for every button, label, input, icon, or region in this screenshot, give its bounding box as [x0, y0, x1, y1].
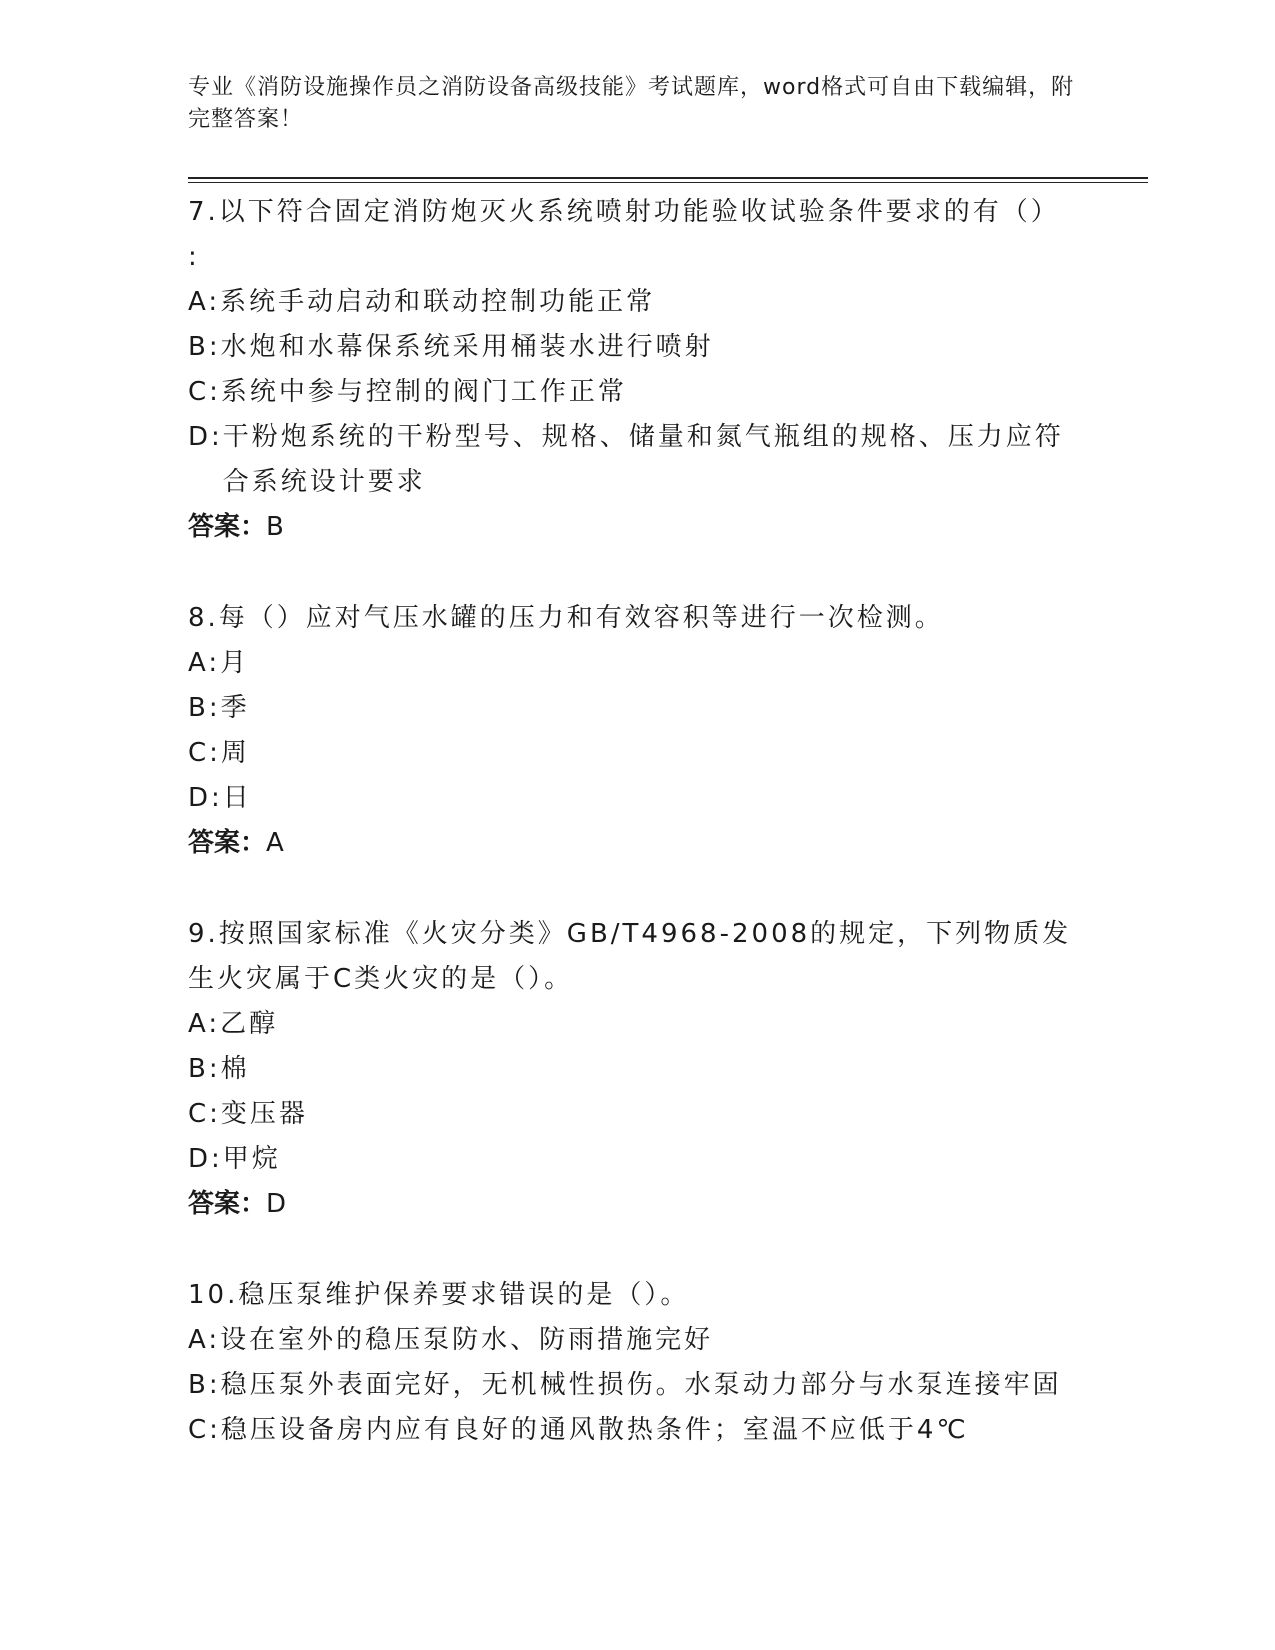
option-key: B: — [188, 693, 221, 723]
option-a — [188, 1002, 1088, 1047]
answer-label: 答案： — [188, 512, 267, 542]
option-text: 设在室外的稳压泵防水、防雨措施完好 — [220, 1325, 714, 1355]
option-key: C: — [188, 377, 221, 407]
option-key: A: — [188, 287, 221, 317]
option-b — [188, 686, 1088, 731]
option-key: C: — [188, 1415, 221, 1445]
option-key: C: — [188, 738, 221, 768]
answer-line — [188, 1182, 1088, 1227]
answer-value: B — [266, 512, 284, 542]
option-text: 周 — [220, 738, 250, 768]
option-text: 稳压泵外表面完好，无机械性损伤。水泵动力部分与水泵连接牢固 — [220, 1370, 1062, 1400]
option-key: B: — [188, 1370, 221, 1400]
option-text: 季 — [220, 693, 250, 723]
option-text: 水炮和水幕保系统采用桶装水进行喷射 — [220, 332, 714, 362]
question-7 — [188, 190, 1088, 550]
option-text: 甲烷 — [222, 1144, 281, 1174]
option-b — [188, 1047, 1088, 1092]
answer-value: D — [266, 1189, 287, 1219]
option-key: D: — [188, 783, 223, 813]
option-d — [188, 776, 1088, 821]
option-text: 变压器 — [220, 1099, 308, 1129]
question-stem: 10.稳压泵维护保养要求错误的是（）。 — [188, 1280, 690, 1310]
question-8 — [188, 596, 1088, 866]
option-key: A: — [188, 1009, 221, 1039]
option-a — [188, 641, 1088, 686]
option-b — [188, 1363, 1088, 1408]
answer-line — [188, 505, 1088, 550]
header-divider-thin — [188, 182, 1148, 183]
option-b — [188, 325, 1088, 370]
option-text: 干粉炮系统的干粉型号、规格、储量和氮气瓶组的规格、压力应符合系统设计要求 — [222, 422, 1064, 497]
option-a — [188, 1318, 1088, 1363]
answer-label: 答案： — [188, 1189, 267, 1219]
answer-label: 答案： — [188, 828, 267, 858]
option-a — [188, 280, 1088, 325]
option-text: 系统中参与控制的阀门工作正常 — [220, 377, 627, 407]
answer-value: A — [266, 828, 284, 858]
question-10 — [188, 1273, 1088, 1453]
option-d — [188, 1137, 1088, 1182]
option-d — [188, 415, 1088, 505]
document-header: 专业《消防设施操作员之消防设备高级技能》考试题库，word格式可自由下载编辑，附完整答案！ — [188, 75, 1075, 132]
question-stem: 7.以下符合固定消防炮灭火系统喷射功能验收试验条件要求的有（） — [188, 197, 1060, 227]
option-key: D: — [188, 1144, 223, 1174]
option-c — [188, 1408, 1088, 1453]
option-c — [188, 731, 1088, 776]
answer-line — [188, 821, 1088, 866]
option-key: A: — [188, 648, 221, 678]
option-text: 稳压设备房内应有良好的通风散热条件；室温不应低于4℃ — [220, 1415, 969, 1445]
option-text: 日 — [222, 783, 252, 813]
option-key: B: — [188, 332, 221, 362]
option-text: 月 — [220, 648, 250, 678]
header-divider-thick — [188, 177, 1148, 179]
option-c — [188, 370, 1088, 415]
option-text: 系统手动启动和联动控制功能正常 — [220, 287, 656, 317]
option-key: B: — [188, 1054, 221, 1084]
option-key: C: — [188, 1099, 221, 1129]
option-text: 乙醇 — [220, 1009, 279, 1039]
option-c — [188, 1092, 1088, 1137]
option-key: A: — [188, 1325, 221, 1355]
question-9 — [188, 912, 1088, 1227]
question-stem: 8.每（）应对气压水罐的压力和有效容积等进行一次检测。 — [188, 603, 944, 633]
question-stem-continuation: : — [188, 242, 200, 272]
question-stem: 9.按照国家标准《火灾分类》GB/T4968-2008的规定，下列物质发生火灾属于C类火灾的是（）。 — [188, 919, 1072, 994]
question-list — [188, 190, 1088, 1499]
option-text: 棉 — [220, 1054, 250, 1084]
option-key: D: — [188, 422, 223, 452]
